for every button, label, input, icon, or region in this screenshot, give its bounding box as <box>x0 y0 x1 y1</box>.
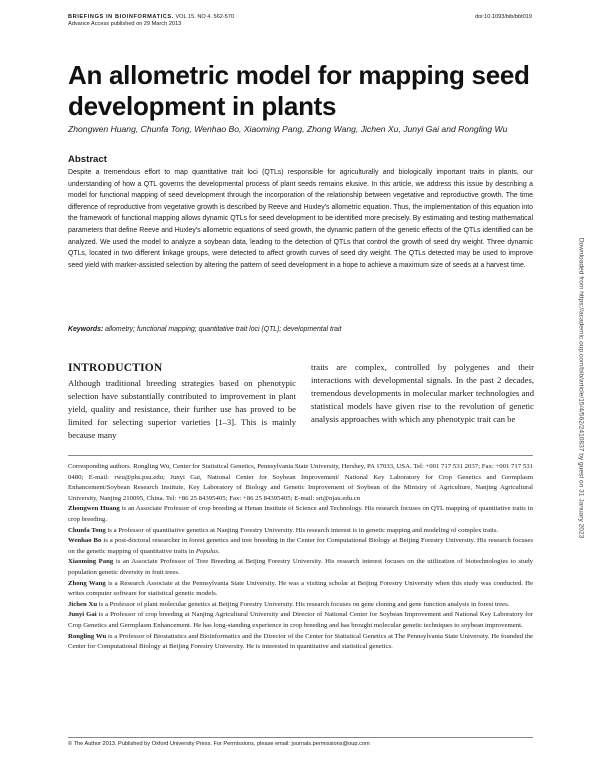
abstract-heading: Abstract <box>68 154 107 165</box>
bio-text: is an Associate Professor of crop breeding at Henan Institute of Science and Technology. His research focuses on QTL mapping of quantitative traits in crop breeding. <box>68 505 534 523</box>
copyright-footer: © The Author 2013. Published by Oxford University Press. For Permissions, please email: journals.permissions@oup.com <box>68 741 370 747</box>
bio-name: Zhong Wang <box>68 579 106 587</box>
abstract-text: Despite a tremendous effort to map quantitative trait loci (QTLs) responsible for agriculturally and biologically important traits in plants, our understanding of how a QTL governs the developmental process of plant seeds remains elusive. In this article, we address this issue by describing a model for functional mapping of seed development through the incorporation of the relationship between vegetative and reproductive growth. The time difference of reproductive from vegetative growth is described by Reeve and Huxley's allometric equation. Thus, the implementation of this equation into the framework of functional mapping allows dynamic QTLs for seed development to be identified more precisely. By estimating and testing mathematical parameters that define Reeve and Huxley's allometric equations of seed growth, the dynamic pattern of the genetic effects of the QTLs identified can be analyzed. We used the model to analyze a soybean data, leading to the detection of QTLs that control the growth of seed dry weight. Three dynamic QTLs, located in two different linkage groups, were detected to affect growth curves of seed dry weight. The QTLs detected may be used to improve seed yield with marker-assisted selection by altering the pattern of seed development in a hope to achieve a maximum size of seeds at a harvest time. <box>68 169 533 269</box>
journal-header <box>68 14 234 28</box>
bio-tail: . <box>217 547 220 555</box>
advance-access: Advance Access published on 29 March 2013 <box>68 21 182 27</box>
keywords-text: allometry; functional mapping; quantitative trait loci (QTL); developmental trait <box>105 326 342 333</box>
introduction-heading: INTRODUCTION <box>68 362 163 374</box>
bio-text: is a Professor of quantitative genetics at Nanjing Forestry University. His research interest is in genetic mapping and modeling of complex traits. <box>107 526 499 534</box>
bio-entry <box>68 557 533 578</box>
bio-text: is a Professor of crop breeding at Nanjing Agricultural University and Director of National Center for Soybean Improvement and National Key Laboratory for Crop Genetics and Germplasm Enhancement. He has long-standing experience in crop breeding and has brought molecular genetic techniques to soybean improvement. <box>68 611 534 629</box>
author-list: Zhongwen Huang, Chunfa Tong, Wenhao Bo, Xiaoming Pang, Zhong Wang, Jichen Xu, Junyi Gai and Rongling Wu <box>68 124 508 134</box>
bio-entry <box>68 536 533 557</box>
bio-text: is a Professor of plant molecular genetics at Beijing Forestry University. His research focuses on gene cloning and gene function analysis in forest trees. <box>98 600 510 608</box>
footer-divider <box>68 737 533 738</box>
footnote-divider <box>68 455 533 456</box>
bio-italic: Populus <box>195 547 218 555</box>
intro-left-column: Although traditional breeding strategies based on phenotypic selection have substantially contributed to improvement in plant yield, quality and resistance, their further use has proved to be limited for selecting superior varieties [1–3]. This is mainly because many <box>68 378 296 441</box>
volume-line: VOL 15. NO 4. 562-570 <box>175 14 235 20</box>
bio-name: Jichen Xu <box>68 600 98 608</box>
bio-text: is a Professor of Biostatistics and Bioinformatics and the Director of the Center for Statistical Genetics at The Pennsylvania State University. He founded the Center for Computational Biology at Beijing Forestry University. He is interested in quantitative and statistical genetics. <box>68 632 534 651</box>
bio-text: is a post-doctoral researcher in forest genetics and tree breeding in the Center for Computational Biology at Beijing Forestry University. His research focuses on the genetic mapping of quantitative traits in <box>68 537 533 555</box>
bio-entry <box>68 504 533 525</box>
keywords <box>68 326 533 333</box>
bio-text: is an Associate Professor of Tree Breeding at Beijing Forestry University. His research interest focuses on the utilization of biotechnologies to study population genetic diversity in fruit trees. <box>68 558 533 576</box>
paper-title: An allometric model for mapping seed development in plants <box>68 60 530 121</box>
journal-name: BRIEFINGS IN BIOINFORMATICS. <box>68 14 174 20</box>
bio-name: Zhongwen Huang <box>68 505 120 513</box>
bio-entry <box>68 526 533 537</box>
bio-name: Wenhao Bo <box>68 537 102 545</box>
bio-entry <box>68 632 533 653</box>
bio-entry <box>68 610 533 631</box>
bio-name: Rongling Wu <box>68 632 107 640</box>
footnotes <box>68 462 533 653</box>
corresponding-authors: Corresponding authors. Rongling Wu, Center for Statistical Genetics, Pennsylvania State University, Hershey, PA 17033, USA. Tel: +001 717 531 2037; Fax: +001 717 531 0480; E-mail: rwu@phs.psu.edu; Junyi Gai, National Center for Soybean Improvement/ National Key Laboratory for Crop Genetics and Germplasm Enhancement/Soybean Research Institute, Key Laboratory of Biology and Genetic Improvement of Soybean of the Ministry of Agriculture, Nanjing Agricultural University, Nanjing 210095, China. Tel: +86 25 84395405; Fax: +86 25 84395405; E-mail: sri@njau.edu.cn <box>68 463 533 502</box>
bio-name: Chunfa Tong <box>68 526 106 534</box>
doi[interactable]: doi:10.1093/bib/bbt019 <box>475 14 532 20</box>
bio-entry <box>68 579 533 600</box>
intro-right-column: traits are complex, controlled by polygenes and their interactions with developmental signals. In the past 2 decades, tremendous developments in molecular marker technologies and statistical models have given rise to the revolution of genetic analysis approaches with which any phenotypic trait can be <box>311 362 534 425</box>
bio-text: is a Research Associate at the Pennsylvania State University. He was a visiting scholar at Beijing Forestry University when this study was conducted. He writes computer software for statistical genetic models. <box>68 579 533 598</box>
download-note[interactable]: Downloaded from https://academic.oup.com/bib/article/15/4/562/2410837 by guest on 31 January 2023 <box>577 237 585 539</box>
keywords-label: Keywords: <box>68 326 104 333</box>
bio-name: Junyi Gai <box>68 611 97 619</box>
bio-name: Xiaoming Pang <box>68 558 114 566</box>
bio-entry <box>68 600 533 611</box>
